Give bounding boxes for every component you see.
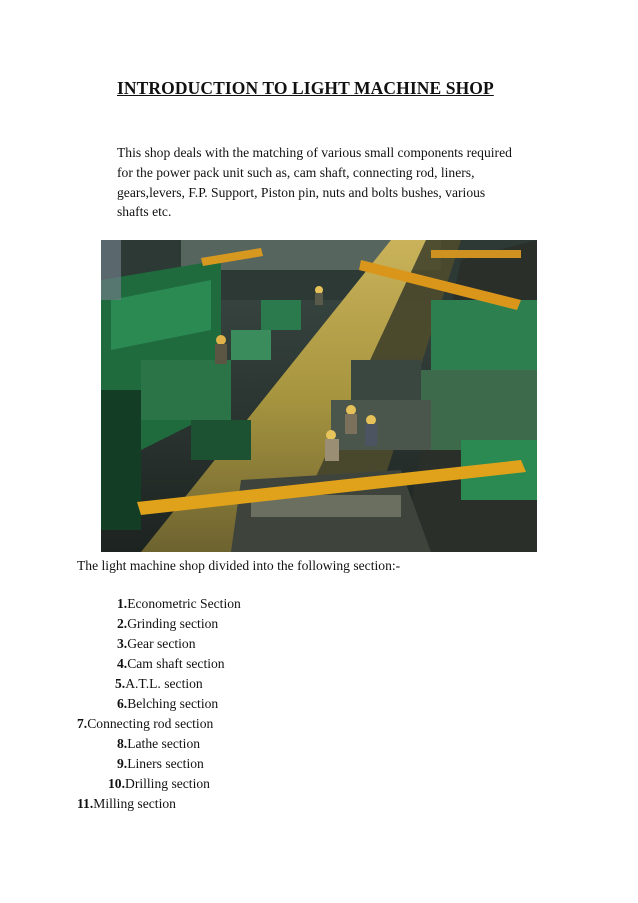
list-item-number: 10. [108,776,125,791]
list-item-number: 4. [117,656,128,671]
list-item-number: 11. [77,796,94,811]
list-item-number: 8. [117,736,128,751]
list-item-number: 9. [117,756,128,771]
list-item [77,715,213,733]
list-item [115,675,203,693]
list-item-label: Drilling section [125,776,210,791]
list-item-label: Connecting rod section [87,716,214,731]
list-item-number: 1. [117,596,128,611]
intro-line: gears,levers, F.P. Support, Piston pin, nuts and bolts bushes, various [117,184,486,200]
list-item [117,735,200,753]
list-item-label: Milling section [93,796,176,811]
list-item-label: Econometric Section [127,596,241,611]
intro-line: This shop deals with the matching of various small components required [117,145,512,160]
list-item-label: Gear section [127,636,196,651]
intro-line: shafts etc. [117,204,172,220]
list-item-number: 7. [77,716,88,731]
sections-intro: The light machine shop divided into the following section:- [77,558,401,573]
list-item-number: 5. [115,676,126,691]
list-item-label: A.T.L. section [125,676,203,691]
list-item [117,615,218,633]
page-title: INTRODUCTION TO LIGHT MACHINE SHOP [117,78,494,98]
list-item [117,755,204,773]
intro-paragraph [117,143,567,222]
list-item-label: Cam shaft section [127,656,225,671]
list-item-label: Lathe section [127,736,201,751]
list-item-number: 6. [117,696,128,711]
intro-line: for the power pack unit such as, cam shaft, connecting rod, liners, [117,164,475,180]
list-item-number: 3. [117,636,128,651]
list-item-label: Liners section [127,756,204,771]
list-item [77,795,176,813]
list-item [108,775,210,793]
list-item [117,655,225,673]
machine-shop-photo [101,240,537,552]
list-item [117,635,196,653]
list-item [117,595,241,613]
list-item-label: Belching section [127,696,219,711]
list-item [117,695,218,713]
list-item-label: Grinding section [127,616,219,631]
list-item-number: 2. [117,616,128,631]
